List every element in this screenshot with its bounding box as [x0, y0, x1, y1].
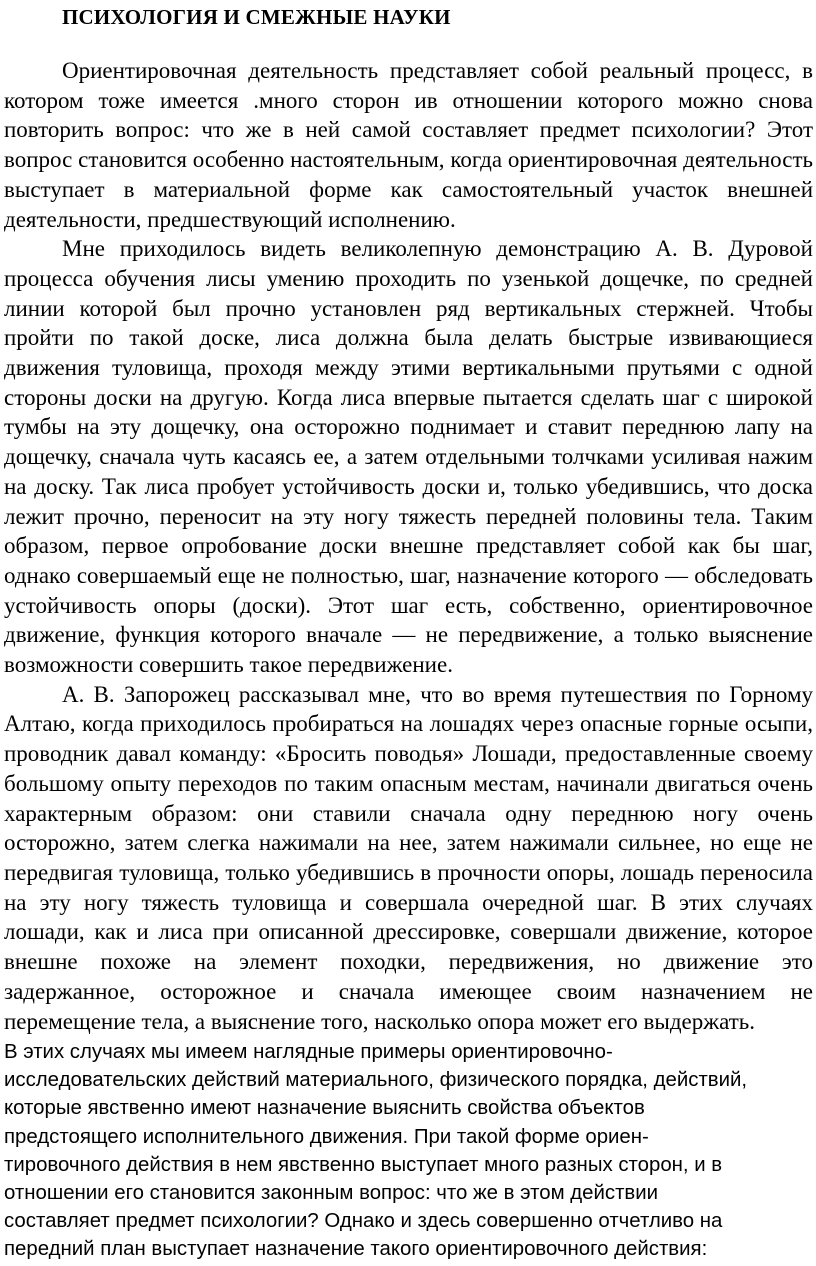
paragraph: Ориентировочная деятельность представляет собой реальный процесс, в котором тоже имеется .много сторон ив отношении которого можно снова повторить вопрос: что же в ней самой составляет предмет психологии? Этот вопрос становится особенно настоятельным, когда ориентировочная деятельность выступает в материальной форме как самостоятельный участок внешней деятельности, предшествующий исполнению. [4, 58, 813, 232]
text-line: которые явственно имеют назначение выяснить свойства объектов [4, 1097, 645, 1120]
text-line: отношении его становится законным вопрос: что же в этом действии [4, 1182, 659, 1205]
text-line: тировочного действия в нем явственно выступает много разных сторон, и в [4, 1153, 723, 1176]
text-line: предстоящего исполнительного движения. При такой форме ориен- [4, 1125, 649, 1148]
final-paragraph [4, 1038, 810, 1264]
paragraph: А. В. Запорожец рассказывал мне, что во время путешествия по Горному Алтаю, когда приходилось пробираться на лошадях через опасные горные осыпи, проводник давал команду: «Бросить поводья» Лошади, предоставленные своему большому опыту переходов по таким опасным местам, начинали двигаться очень характерным образом: они ставили сначала одну переднюю ногу очень осторожно, затем слегка нажимали на нее, затем нажимали сильнее, но еще не передвигая туловища, только убедившись в прочности опоры, лошадь переносила на эту ногу тяжесть туловища и совершала очередной шаг. В этих случаях лошади, как и лиса при описанной дрессировке, совершали движение, которое внешне похоже на элемент походки, передвижения, но движение это задержанное, осторожное и сначала имеющее своим назначением не перемещение тела, а выяснение того, насколько опора может его выдержать. [4, 681, 813, 1034]
page-title: ПСИХОЛОГИЯ И СМЕЖНЫЕ НАУКИ [62, 5, 451, 29]
body-text [4, 56, 813, 1036]
text-line: исследовательских действий материального, физического порядка, действий, [4, 1069, 748, 1092]
text-line: составляет предмет психологии? Однако и здесь совершенно отчетливо на [4, 1210, 723, 1233]
paragraph: Мне приходилось видеть великолепную демонстрацию А. В. Дуровой процесса обучения лисы умению проходить по узенькой дощечке, по средней линии которой был прочно установлен ряд вертикальных стержней. Чтобы пройти по такой доске, лиса должна была делать быстрые извивающиеся движения туловища, проходя между этими вертикальными прутьями с одной стороны доски на другую. Когда лиса впервые пытается сделать шаг с широкой тумбы на эту дощечку, она осторожно поднимает и ставит переднюю лапу на дощечку, сначала чуть касаясь ее, а затем отдельными толчками усиливая нажим на доску. Так лиса пробует устойчивость доски и, только убедившись, что доска лежит прочно, переносит на эту ногу тяжесть передней половины тела. Таким образом, первое опробование доски внешне представляет собой как бы шаг, однако совершаемый еще не полностью, шаг, назначение которого — обследовать устойчивость опоры (доски). Этот шаг есть, собственно, ориентировочное движение, функция которого вначале — не передвижение, а только выяснение возможности совершить такое передвижение. [4, 236, 813, 678]
text-line: передний план выступает назначение такого ориентировочного действия: [4, 1238, 708, 1261]
text-line: В этих случаях мы имеем наглядные примеры ориентировочно- [4, 1041, 613, 1063]
